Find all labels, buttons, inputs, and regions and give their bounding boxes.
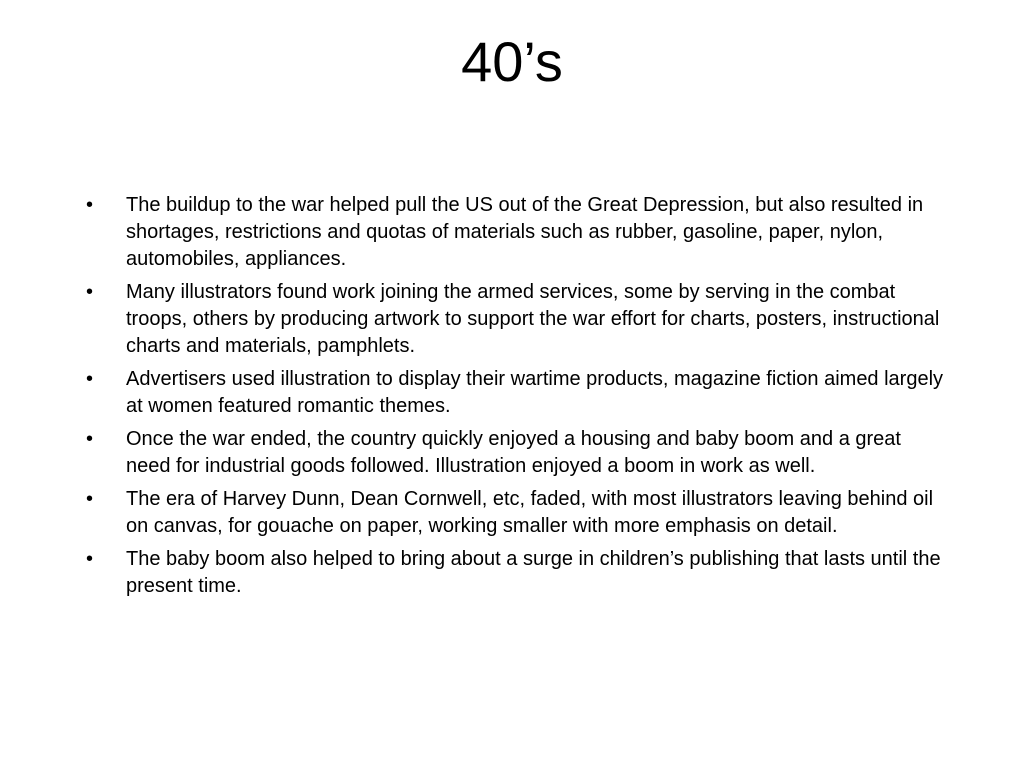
bullet-icon: •: [86, 488, 94, 510]
bullet-text: Advertisers used illustration to display their wartime products, magazine fiction aimed largely at women featured romantic themes.: [126, 368, 944, 417]
bullet-list: [86, 192, 948, 606]
bullet-item: [86, 279, 948, 360]
bullet-text: Many illustrators found work joining the armed services, some by serving in the combat troops, others by producing artwork to support the war effort for charts, posters, instructional charts and materials, pamphlets.: [126, 281, 940, 357]
bullet-icon: •: [86, 194, 94, 216]
bullet-item: [86, 192, 948, 273]
slide-title: 40’s: [461, 30, 563, 93]
bullet-item: [86, 366, 948, 420]
bullet-text: Once the war ended, the country quickly enjoyed a housing and baby boom and a great need for industrial goods followed. Illustration enjoyed a boom in work as well.: [126, 428, 901, 477]
bullet-icon: •: [86, 368, 94, 390]
bullet-icon: •: [86, 548, 94, 570]
bullet-item: [86, 486, 948, 540]
bullet-text: The baby boom also helped to bring about a surge in children’s publishing that lasts until the present time.: [126, 548, 941, 597]
bullet-icon: •: [86, 281, 94, 303]
bullet-icon: •: [86, 428, 94, 450]
bullet-text: The era of Harvey Dunn, Dean Cornwell, etc, faded, with most illustrators leaving behind oil on canvas, for gouache on paper, working smaller with more emphasis on detail.: [126, 488, 934, 537]
bullet-item: [86, 546, 948, 600]
bullet-text: The buildup to the war helped pull the US out of the Great Depression, but also resulted in shortages, restrictions and quotas of materials such as rubber, gasoline, paper, nylon, automobiles, appliances.: [126, 194, 924, 270]
bullet-item: [86, 426, 948, 480]
